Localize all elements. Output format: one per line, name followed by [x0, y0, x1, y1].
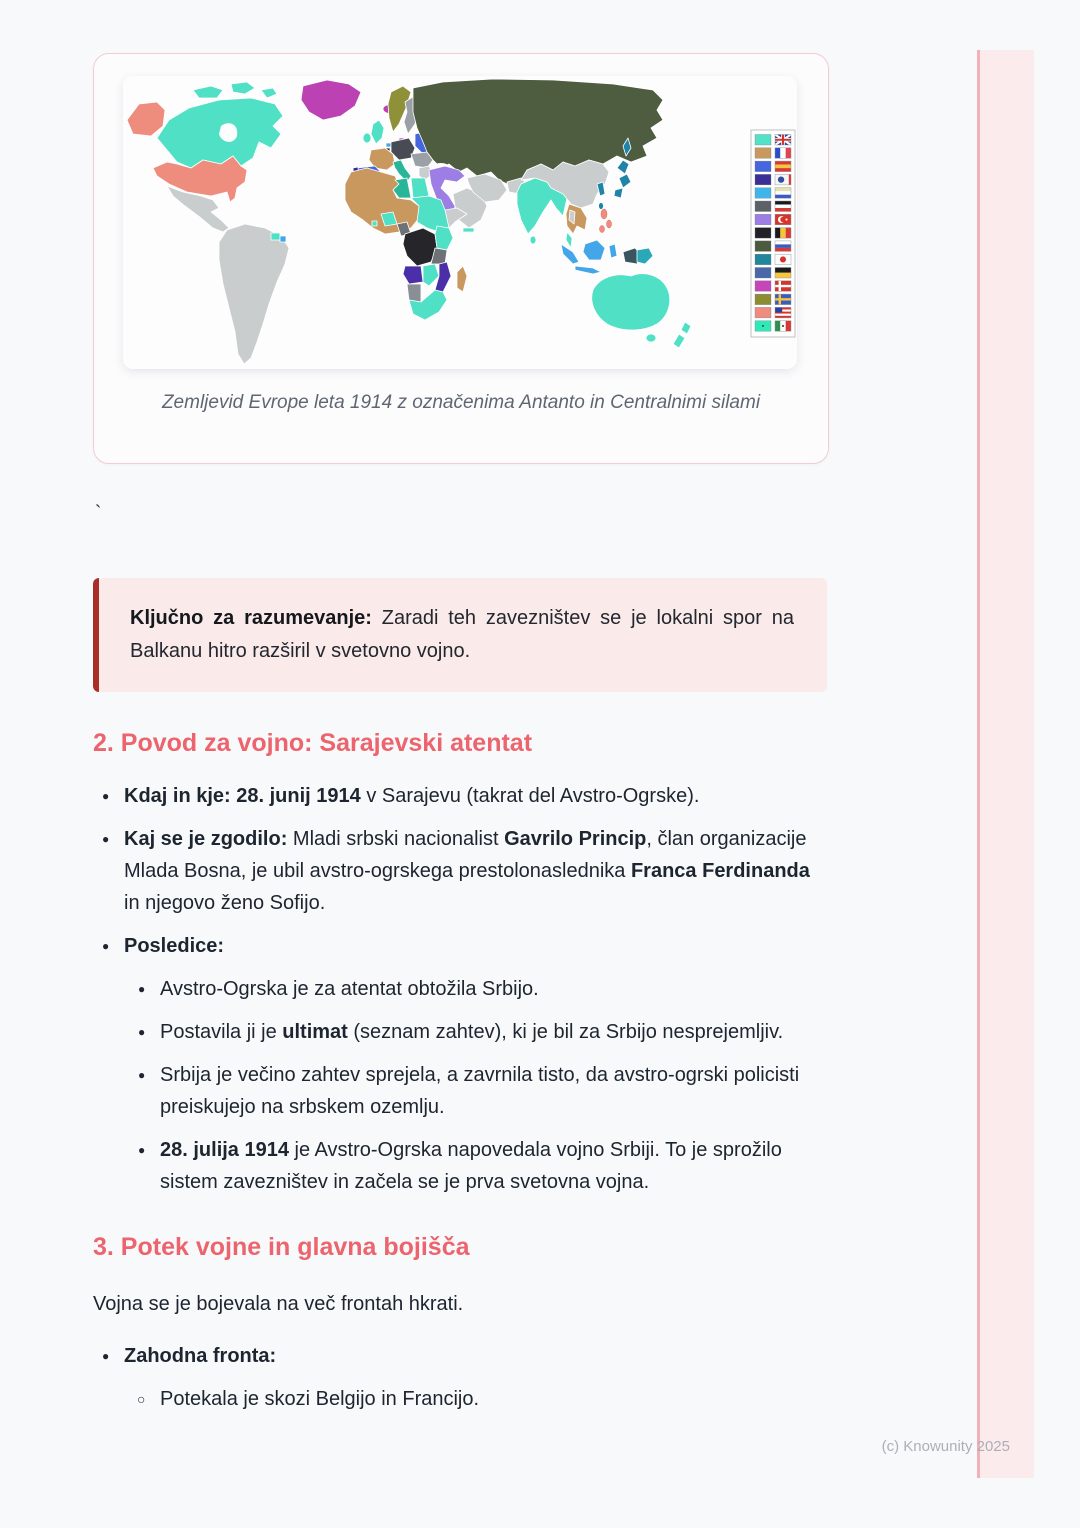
bullet-marker: ● — [102, 789, 110, 803]
region-taiwan — [599, 203, 604, 210]
bullet-marker: ○ — [137, 1391, 146, 1407]
region-japan — [614, 160, 631, 198]
list-item — [93, 1340, 827, 1372]
stray-backtick: ` — [95, 503, 102, 524]
region-gold-coast — [372, 221, 377, 226]
world-map-1914-image — [123, 76, 797, 369]
bullet-marker: ● — [102, 832, 110, 846]
region-new-guinea-east — [637, 248, 653, 264]
bullet-marker: ● — [138, 1068, 146, 1082]
list-item — [93, 823, 827, 919]
region-british-guiana — [271, 233, 280, 240]
region-dutch-guiana — [280, 236, 286, 242]
region-great-britain — [371, 120, 384, 144]
region-ireland — [363, 133, 371, 143]
bullet-marker: ● — [138, 1143, 146, 1157]
callout-body: Zaradi teh zavezništev se je lokalni spor na Balkanu hitro razširil v svetovno vojno. — [130, 607, 794, 662]
key-understanding-callout — [93, 578, 827, 692]
region-south-america — [219, 224, 289, 364]
list-item-text: Avstro-Ogrska je za atentat obtožila Srbijo. — [160, 978, 539, 1000]
list-item — [129, 1016, 827, 1048]
list-item-text: Srbija je večino zahtev sprejela, a zavrnila tisto, da avstro-ogrski policisti preiskujejo na srbskem ozemlju. — [160, 1064, 800, 1118]
region-germany — [391, 138, 415, 160]
list-item — [93, 930, 827, 962]
map-card — [93, 53, 829, 464]
region-german-southwest-africa — [407, 284, 421, 302]
region-arctic-islands — [193, 82, 277, 98]
list-item-text: Zahodna fronta: — [124, 1345, 277, 1367]
map-legend — [751, 130, 795, 337]
callout-lead: Ključno za razumevanje: — [130, 607, 372, 629]
list-item-text: Kaj se je zgodilo: Mladi srbski nacionalist Gavrilo Princip, član organizacije Mlada Bosna, je ubil avstro-ogrskega prestolonaslednika Franca Ferdinanda in njegovo ženo Sofijo. — [124, 828, 810, 914]
list-item-text: 28. julija 1914 je Avstro-Ogrska napovedala vojno Srbiji. To je sprožilo sistem zavezništev in začela se je prva svetovna vojna. — [160, 1139, 782, 1193]
section-2-list — [93, 780, 827, 1209]
region-alaska — [127, 102, 165, 136]
region-egypt — [411, 178, 429, 198]
region-netherlands — [386, 143, 391, 147]
bullet-marker: ● — [102, 1349, 110, 1363]
list-item — [129, 1059, 827, 1123]
bullet-marker: ● — [138, 982, 146, 996]
right-decor-stripe — [977, 50, 1034, 1478]
bullet-marker: ● — [102, 939, 110, 953]
region-ceylon — [530, 236, 536, 244]
list-item — [129, 1383, 827, 1415]
region-east-africa — [435, 226, 453, 250]
map-caption: Zemljevid Evrope leta 1914 z označenima Antanto in Centralnimi silami — [161, 392, 761, 413]
list-item — [129, 973, 827, 1005]
region-philippines — [600, 209, 612, 233]
list-item-text: Posledice: — [124, 935, 225, 957]
region-angola — [403, 266, 423, 284]
map-image-panel — [123, 76, 797, 369]
region-greenland — [301, 80, 361, 120]
region-rhodesia — [423, 264, 439, 286]
section-2-heading: 2. Povod za vojno: Sarajevski atentat — [93, 729, 533, 757]
copyright-footer: (c) Knowunity 2025 — [881, 1438, 1010, 1455]
region-australia — [592, 274, 670, 330]
list-item-text: Potekala je skozi Belgijo in Francijo. — [160, 1388, 480, 1410]
region-aden — [463, 228, 474, 232]
list-item-text: Postavila ji je ultimat (seznam zahtev), ki je bil za Srbijo nesprejemljiv. — [160, 1021, 784, 1043]
list-item — [93, 780, 827, 812]
region-malaya — [566, 232, 572, 248]
section-3-list — [93, 1340, 827, 1426]
list-item — [129, 1134, 827, 1198]
section-3-heading: 3. Potek vojne in glavna bojišča — [93, 1233, 470, 1261]
list-item-text: Kdaj in kje: 28. junij 1914 v Sarajevu (takrat del Avstro-Ogrske). — [124, 785, 700, 807]
region-new-zealand — [673, 322, 691, 348]
region-usa — [153, 156, 247, 202]
bullet-marker: ● — [138, 1025, 146, 1039]
region-tasmania — [646, 334, 656, 342]
region-madagascar — [457, 266, 467, 292]
section-3-intro: Vojna se je bojevala na več frontah hkrati. — [93, 1293, 464, 1315]
